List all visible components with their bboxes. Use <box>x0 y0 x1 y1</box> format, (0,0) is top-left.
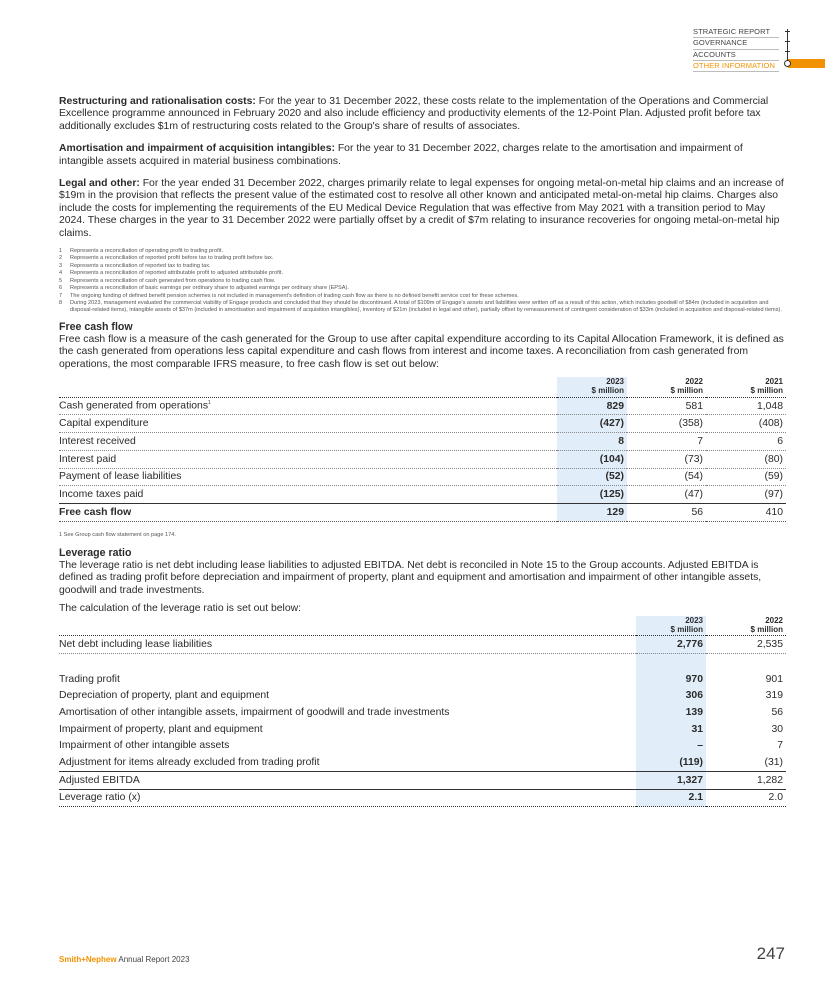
table-row: Adjustment for items already excluded from trading profit (119) (31) <box>59 754 786 771</box>
page-number: 247 <box>756 944 785 963</box>
paragraph-amortisation <box>59 143 787 168</box>
brand-name: Smith+Nephew <box>59 955 117 964</box>
footnote: 6 Represents a reconciliation of basic earnings per ordinary share to adjusted earnings per ordinary share (EPSA). <box>59 285 349 292</box>
table-row: Impairment of other intangible assets – 7 <box>59 738 786 755</box>
table-row: Trading profit 970 901 <box>59 671 786 688</box>
table-subtotal-row: Adjusted EBITDA 1,327 1,282 <box>59 771 786 789</box>
column-header: 2022 $ million <box>627 377 706 397</box>
fcf-intro: Free cash flow is a measure of the cash generated for the Group to use after capital expenditure according to its Capital Allocation Framework, it is defined as the cash generated from operations less capital expenditure and cash flows from interest and income taxes. A reconciliation from cash generated from operations, the most comparable IFRS measure, to free cash flow is set out below: <box>59 333 784 370</box>
paragraph-restructuring <box>59 96 787 133</box>
leverage-lead: The calculation of the leverage ratio is set out below: <box>59 603 302 615</box>
table-row: Depreciation of property, plant and equipment 306 319 <box>59 687 786 704</box>
paragraph-text: For the year to 31 December 2022, charges relate to the amortisation and impairment of intangible assets acquired in material business combinations. <box>59 143 743 167</box>
table-row: Net debt including lease liabilities 2,776 2,535 <box>59 636 786 654</box>
nav-active-indicator <box>784 60 791 67</box>
column-header: 2021 $ million <box>706 377 786 397</box>
paragraph-text: For the year to 31 December 2022, these costs relate to the implementation of the Operations and Commercial Excellence programme announced in February 2020 and also include efficiency and productivity elements of the 12-Point Plan. Adjusted profit before tax additionally excludes $1m of restructuring costs related to the Group's share of results of associates. <box>59 96 769 132</box>
footnote: 1 Represents a reconciliation of operating profit to trading profit. <box>59 248 223 255</box>
leverage-ratio-table <box>59 616 786 808</box>
table-row: Impairment of property, plant and equipment 31 30 <box>59 721 786 738</box>
table-row: Capital expenditure (427) (358) (408) <box>59 415 786 433</box>
table-total-row: Free cash flow 129 56 410 <box>59 503 786 521</box>
paragraph-heading: Restructuring and rationalisation costs: <box>59 96 256 107</box>
table-row: Interest paid (104) (73) (80) <box>59 450 786 468</box>
fcf-footnote: 1 See Group cash flow statement on page 174. <box>59 531 176 538</box>
nav-item-strategic-report[interactable]: STRATEGIC REPORT <box>693 27 779 38</box>
column-header: 2022 $ million <box>706 616 786 636</box>
paragraph-text: For the year ended 31 December 2022, charges primarily relate to legal expenses for ongoing metal-on-metal hip claims and an increase of $19m in the provision that reflects the present value of the estimated cost to resolve all other known and anticipated metal-on-metal hip claims. Charges also include the costs for implementing the requirements of the EU Medical Device Regulation that was effective from May 2021 with a transition period to May 2024. These charges in the year to 31 December 2022 were partially offset by a credit of $7m relating to insurance recoveries for ongoing metal-on-metal hip claims. <box>59 178 784 239</box>
column-header: 2023 $ million <box>636 616 706 636</box>
column-header: 2023 $ million <box>557 377 627 397</box>
leverage-intro: The leverage ratio is net debt including lease liabilities to adjusted EBITDA. Net debt is reconciled in Note 15 to the Group accounts. Adjusted EBITDA is defined as trading profit before depreciation and impairment of property, plant and equipment and amortisation and impairment of other intangible assets, goodwill and trade investments. <box>59 559 762 596</box>
nav-marker <box>785 31 790 32</box>
nav-item-governance[interactable]: GOVERNANCE <box>693 38 779 49</box>
footnote: 4 Represents a reconciliation of reported attributable profit to adjusted attributable profit. <box>59 270 283 277</box>
footnotes <box>59 248 787 315</box>
footnote: 7 The ongoing funding of defined benefit pension schemes is not included in management's definition of trading cash flow as there is no defined benefit service cost for these schemes. <box>59 292 519 299</box>
nav-item-other-information[interactable]: OTHER INFORMATION <box>693 61 779 72</box>
footnote: 3 Represents a reconciliation of reported tax to trading tax. <box>59 262 211 269</box>
free-cash-flow-table <box>59 377 786 522</box>
table-row: Cash generated from operations$^1$ 829 581 1,048 <box>59 397 786 415</box>
footer-report-title: Smith+Nephew Annual Report 2023 <box>59 955 190 964</box>
nav-marker <box>785 51 790 52</box>
nav-marker <box>785 41 790 42</box>
table-row: Amortisation of other intangible assets, impairment of goodwill and trade investments 139 56 <box>59 704 786 721</box>
section-nav <box>693 27 825 72</box>
table-total-row: Leverage ratio (x) 2.1 2.0 <box>59 789 786 807</box>
section-title-leverage-ratio: Leverage ratio <box>59 546 132 559</box>
page-content <box>59 96 787 807</box>
nav-active-bar <box>788 59 825 68</box>
paragraph-heading: Amortisation and impairment of acquisition intangibles: <box>59 143 335 155</box>
section-title-free-cash-flow: Free cash flow <box>59 320 133 333</box>
table-row: Income taxes paid (125) (47) (97) <box>59 486 786 504</box>
paragraph-heading: Legal and other: <box>59 178 140 190</box>
footnote: 2 Represents a reconciliation of reported profit before tax to trading profit before tax. <box>59 255 274 262</box>
nav-item-accounts[interactable]: ACCOUNTS <box>693 50 779 61</box>
footnote: 8 During 2023, management evaluated the commercial viability of Engage products and concluded that they should be discontinued. A total of $109m of Engage's assets and liabilities were written off as a result of this action, which includes goodwill of $84m (included in acquisition and disposal-related items), intangible assets of $37m (included in amortisation and impairment of acquisition intangibles), inventory of $21m (included in legal and other), partially offset by remeasurement of contingent consideration of $33m (included in acquisition and disposal-related items). <box>59 299 782 314</box>
paragraph-legal <box>59 178 787 240</box>
table-row: Payment of lease liabilities (52) (54) (59) <box>59 468 786 486</box>
table-row: Interest received 8 7 6 <box>59 433 786 451</box>
footnote: 5 Represents a reconciliation of cash generated from operations to trading cash flow. <box>59 277 276 284</box>
